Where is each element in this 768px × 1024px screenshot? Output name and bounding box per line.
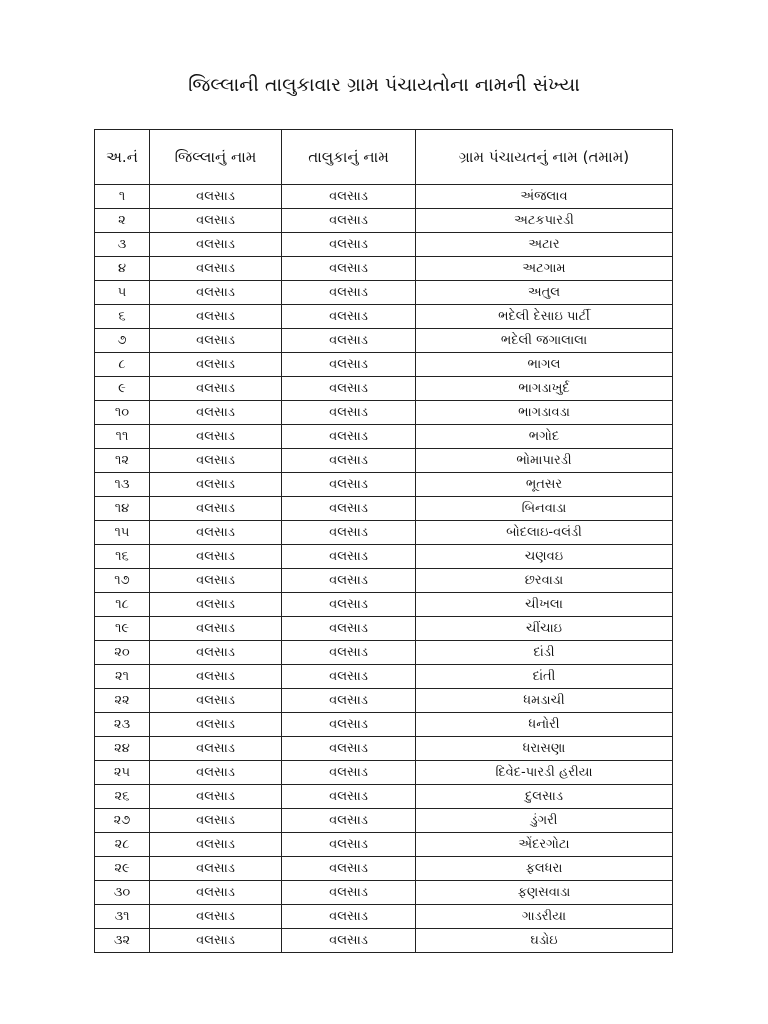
page-title: જિલ્લાની તાલુકાવાર ગ્રામ પંચાયતોના નામની સંખ્યા	[188, 74, 580, 96]
cell-gram-panchayat-name: દુલસાડ	[416, 785, 673, 809]
table-row	[95, 905, 673, 929]
table-row	[95, 737, 673, 761]
cell-serial-number: ૨	[95, 209, 150, 233]
cell-taluka-name: વલસાડ	[282, 641, 416, 665]
cell-taluka-name: વલસાડ	[282, 449, 416, 473]
cell-gram-panchayat-name: ભૂતસર	[416, 473, 673, 497]
cell-gram-panchayat-name: દાંડી	[416, 641, 673, 665]
cell-gram-panchayat-name: ભાગડાવડા	[416, 401, 673, 425]
cell-taluka-name: વલસાડ	[282, 809, 416, 833]
cell-taluka-name: વલસાડ	[282, 497, 416, 521]
cell-taluka-name: વલસાડ	[282, 857, 416, 881]
cell-serial-number: ૨૯	[95, 857, 150, 881]
table-row	[95, 857, 673, 881]
table-row	[95, 593, 673, 617]
cell-serial-number: ૩૧	[95, 905, 150, 929]
cell-district-name: વલસાડ	[150, 833, 282, 857]
table-row	[95, 185, 673, 209]
cell-serial-number: ૨૪	[95, 737, 150, 761]
cell-district-name: વલસાડ	[150, 881, 282, 905]
cell-taluka-name: વલસાડ	[282, 425, 416, 449]
cell-serial-number: ૨૨	[95, 689, 150, 713]
cell-district-name: વલસાડ	[150, 617, 282, 641]
cell-taluka-name: વલસાડ	[282, 665, 416, 689]
cell-serial-number: ૧૩	[95, 473, 150, 497]
cell-serial-number: ૫	[95, 281, 150, 305]
cell-serial-number: ૨૬	[95, 785, 150, 809]
cell-district-name: વલસાડ	[150, 233, 282, 257]
table-body	[95, 185, 673, 953]
cell-district-name: વલસાડ	[150, 665, 282, 689]
table-row	[95, 353, 673, 377]
cell-taluka-name: વલસાડ	[282, 905, 416, 929]
table-row	[95, 809, 673, 833]
cell-gram-panchayat-name: અતુલ	[416, 281, 673, 305]
panchayat-table	[94, 129, 673, 953]
cell-taluka-name: વલસાડ	[282, 569, 416, 593]
cell-gram-panchayat-name: અટકપારડી	[416, 209, 673, 233]
cell-taluka-name: વલસાડ	[282, 785, 416, 809]
cell-serial-number: ૨૩	[95, 713, 150, 737]
cell-district-name: વલસાડ	[150, 785, 282, 809]
table-row	[95, 521, 673, 545]
table-row	[95, 305, 673, 329]
cell-serial-number: ૭	[95, 329, 150, 353]
table-row	[95, 569, 673, 593]
table-row	[95, 689, 673, 713]
cell-serial-number: ૪	[95, 257, 150, 281]
cell-taluka-name: વલસાડ	[282, 761, 416, 785]
cell-gram-panchayat-name: ગાડરીયા	[416, 905, 673, 929]
cell-serial-number: ૩	[95, 233, 150, 257]
cell-taluka-name: વલસાડ	[282, 617, 416, 641]
cell-district-name: વલસાડ	[150, 809, 282, 833]
table-row	[95, 233, 673, 257]
cell-gram-panchayat-name: ભાગલ	[416, 353, 673, 377]
table-row	[95, 641, 673, 665]
cell-serial-number: ૨૮	[95, 833, 150, 857]
cell-serial-number: ૩૦	[95, 881, 150, 905]
cell-district-name: વલસાડ	[150, 329, 282, 353]
cell-district-name: વલસાડ	[150, 401, 282, 425]
cell-serial-number: ૧૧	[95, 425, 150, 449]
cell-district-name: વલસાડ	[150, 281, 282, 305]
table-row	[95, 665, 673, 689]
cell-taluka-name: વલસાડ	[282, 353, 416, 377]
cell-gram-panchayat-name: ભદેલી જગાલાલા	[416, 329, 673, 353]
cell-gram-panchayat-name: એંદરગોટા	[416, 833, 673, 857]
table-row	[95, 713, 673, 737]
cell-gram-panchayat-name: ડુંગરી	[416, 809, 673, 833]
cell-serial-number: ૧૬	[95, 545, 150, 569]
table-row	[95, 785, 673, 809]
cell-serial-number: ૧	[95, 185, 150, 209]
cell-taluka-name: વલસાડ	[282, 209, 416, 233]
cell-taluka-name: વલસાડ	[282, 521, 416, 545]
cell-district-name: વલસાડ	[150, 353, 282, 377]
cell-gram-panchayat-name: ભોમાપારડી	[416, 449, 673, 473]
cell-serial-number: ૧૨	[95, 449, 150, 473]
cell-taluka-name: વલસાડ	[282, 281, 416, 305]
table-row	[95, 449, 673, 473]
cell-gram-panchayat-name: ભાગડાખુર્દ	[416, 377, 673, 401]
cell-taluka-name: વલસાડ	[282, 929, 416, 953]
cell-taluka-name: વલસાડ	[282, 185, 416, 209]
cell-district-name: વલસાડ	[150, 209, 282, 233]
cell-gram-panchayat-name: છરવાડા	[416, 569, 673, 593]
cell-district-name: વલસાડ	[150, 641, 282, 665]
cell-serial-number: ૧૦	[95, 401, 150, 425]
cell-taluka-name: વલસાડ	[282, 377, 416, 401]
cell-serial-number: ૨૫	[95, 761, 150, 785]
cell-gram-panchayat-name: અટગામ	[416, 257, 673, 281]
cell-taluka-name: વલસાડ	[282, 473, 416, 497]
cell-gram-panchayat-name: ઘડોઇ	[416, 929, 673, 953]
cell-district-name: વલસાડ	[150, 737, 282, 761]
header-district-name: જિલ્લાનું નામ	[150, 130, 282, 185]
header-taluka-name: તાલુકાનું નામ	[282, 130, 416, 185]
cell-gram-panchayat-name: ચીખલા	[416, 593, 673, 617]
cell-taluka-name: વલસાડ	[282, 689, 416, 713]
cell-gram-panchayat-name: દાંતી	[416, 665, 673, 689]
cell-district-name: વલસાડ	[150, 545, 282, 569]
cell-taluka-name: વલસાડ	[282, 545, 416, 569]
cell-district-name: વલસાડ	[150, 569, 282, 593]
cell-taluka-name: વલસાડ	[282, 329, 416, 353]
cell-district-name: વલસાડ	[150, 593, 282, 617]
cell-district-name: વલસાડ	[150, 857, 282, 881]
cell-serial-number: ૯	[95, 377, 150, 401]
cell-taluka-name: વલસાડ	[282, 833, 416, 857]
cell-gram-panchayat-name: ફણસવાડા	[416, 881, 673, 905]
cell-gram-panchayat-name: બોદલાઇ-વલંડી	[416, 521, 673, 545]
cell-serial-number: ૮	[95, 353, 150, 377]
cell-district-name: વલસાડ	[150, 449, 282, 473]
cell-taluka-name: વલસાડ	[282, 257, 416, 281]
cell-serial-number: ૨૧	[95, 665, 150, 689]
cell-serial-number: ૧૫	[95, 521, 150, 545]
cell-serial-number: ૧૪	[95, 497, 150, 521]
table-row	[95, 617, 673, 641]
cell-gram-panchayat-name: બિનવાડા	[416, 497, 673, 521]
cell-taluka-name: વલસાડ	[282, 401, 416, 425]
table-row	[95, 425, 673, 449]
cell-gram-panchayat-name: ભદેલી દેસાઇ પાર્ટી	[416, 305, 673, 329]
table-row	[95, 281, 673, 305]
cell-district-name: વલસાડ	[150, 497, 282, 521]
table-row	[95, 761, 673, 785]
cell-gram-panchayat-name: અંજલાવ	[416, 185, 673, 209]
cell-gram-panchayat-name: ધમડાચી	[416, 689, 673, 713]
cell-serial-number: ૨૭	[95, 809, 150, 833]
cell-district-name: વલસાડ	[150, 305, 282, 329]
table-row	[95, 377, 673, 401]
cell-district-name: વલસાડ	[150, 929, 282, 953]
cell-gram-panchayat-name: ભગોદ	[416, 425, 673, 449]
cell-gram-panchayat-name: ફલધરા	[416, 857, 673, 881]
cell-district-name: વલસાડ	[150, 425, 282, 449]
cell-serial-number: ૨૦	[95, 641, 150, 665]
cell-district-name: વલસાડ	[150, 689, 282, 713]
cell-serial-number: ૩૨	[95, 929, 150, 953]
header-gram-panchayat-name: ગ્રામ પંચાયતનું નામ (તમામ)	[416, 130, 673, 185]
table-row	[95, 401, 673, 425]
cell-taluka-name: વલસાડ	[282, 881, 416, 905]
cell-district-name: વલસાડ	[150, 761, 282, 785]
cell-district-name: વલસાડ	[150, 905, 282, 929]
cell-gram-panchayat-name: ધરાસણા	[416, 737, 673, 761]
cell-district-name: વલસાડ	[150, 257, 282, 281]
table-row	[95, 209, 673, 233]
table-row	[95, 497, 673, 521]
cell-gram-panchayat-name: ચણવઇ	[416, 545, 673, 569]
cell-serial-number: ૬	[95, 305, 150, 329]
cell-taluka-name: વલસાડ	[282, 233, 416, 257]
header-serial-number: અ.નં	[95, 130, 150, 185]
cell-serial-number: ૧૮	[95, 593, 150, 617]
cell-gram-panchayat-name: ધનોરી	[416, 713, 673, 737]
cell-district-name: વલસાડ	[150, 473, 282, 497]
table-row	[95, 833, 673, 857]
cell-taluka-name: વલસાડ	[282, 737, 416, 761]
cell-taluka-name: વલસાડ	[282, 593, 416, 617]
cell-gram-panchayat-name: અટાર	[416, 233, 673, 257]
cell-gram-panchayat-name: ચીંચાઇ	[416, 617, 673, 641]
cell-district-name: વલસાડ	[150, 185, 282, 209]
table-row	[95, 329, 673, 353]
table-row	[95, 545, 673, 569]
table-row	[95, 473, 673, 497]
cell-district-name: વલસાડ	[150, 713, 282, 737]
cell-gram-panchayat-name: દિવેદ-પારડી હરીયા	[416, 761, 673, 785]
cell-serial-number: ૧૭	[95, 569, 150, 593]
table-header-row	[95, 130, 673, 185]
table-row	[95, 257, 673, 281]
cell-district-name: વલસાડ	[150, 377, 282, 401]
table-row	[95, 881, 673, 905]
cell-serial-number: ૧૯	[95, 617, 150, 641]
cell-taluka-name: વલસાડ	[282, 713, 416, 737]
cell-district-name: વલસાડ	[150, 521, 282, 545]
table-row	[95, 929, 673, 953]
cell-taluka-name: વલસાડ	[282, 305, 416, 329]
